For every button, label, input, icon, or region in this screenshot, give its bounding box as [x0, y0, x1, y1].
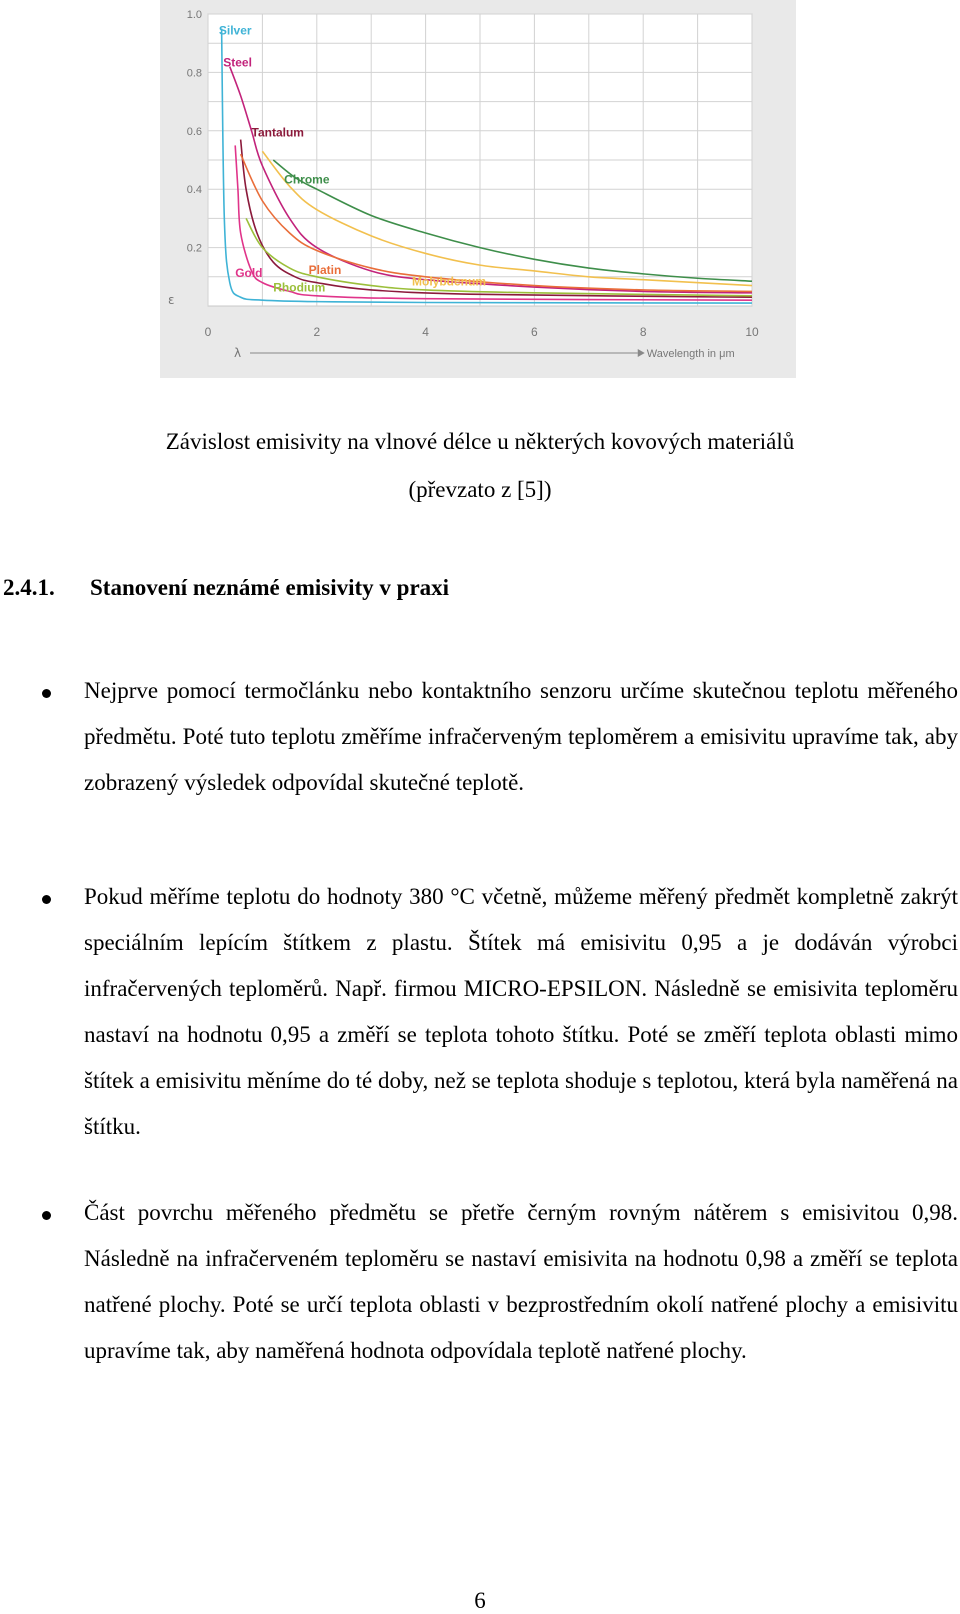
- section-number: 2.4.1.: [3, 575, 55, 600]
- x-axis-arrow-head: [638, 349, 645, 357]
- bullet-paragraph-2: Pokud měříme teplotu do hodnoty 380 °C včetně, můžeme měřený předmět kompletně zakrýt speciálním lepícím štítkem z plastu. Štítek má emisivitu 0,95 a je dodáván výrobci infračervených teploměrů. Např. firmou MICRO-EPSILON. Následně se emisivita teploměru nastaví na hodnotu 0,95 a změří se teplota tohoto štítku. Poté se změří teplota oblasti mimo štítek a emisivitu měníme do té doby, než se teplota shoduje s teplotou, která byla naměřená na štítku.: [84, 884, 958, 1139]
- x-tick-label: 6: [531, 325, 538, 339]
- x-tick-label: 10: [745, 325, 759, 339]
- y-tick-label: 0.4: [186, 184, 202, 197]
- figure-caption-line-2: (převzato z [5]): [408, 477, 552, 502]
- section-title: Stanovení neznámé emisivity v praxi: [90, 575, 450, 600]
- x-tick-label: 4: [422, 325, 429, 339]
- page-number: 6: [474, 1588, 486, 1613]
- series-label-silver: Silver: [218, 23, 252, 38]
- series-label-molybdenum: Molybdenum: [412, 274, 486, 289]
- x-axis-label: Wavelength in μm: [646, 348, 735, 360]
- series-label-platin: Platin: [308, 262, 342, 277]
- x-tick-label: 0: [204, 325, 212, 339]
- y-tick-label: 1.0: [186, 9, 202, 21]
- bullet-icon: [42, 1211, 51, 1220]
- x-tick-label: 8: [639, 325, 647, 339]
- series-label-steel: Steel: [223, 55, 252, 70]
- y-axis-label: ε: [168, 293, 175, 307]
- figure-caption-line-1: Závislost emisivity na vlnové délce u některých kovových materiálů: [165, 429, 795, 454]
- emissivity-chart: [160, 0, 796, 378]
- y-tick-label: 0.6: [186, 125, 202, 138]
- x-axis-symbol: λ: [234, 346, 242, 360]
- series-label-rhodium: Rhodium: [273, 280, 326, 295]
- chart-svg: [160, 0, 796, 378]
- bullet-paragraph-1: Nejprve pomocí termočlánku nebo kontaktního senzoru určíme skutečnou teplotu měřeného předmětu. Poté tuto teplotu změříme infračerveným teploměrem a emisivitu upravíme tak, aby zobrazený výsledek odpovídal skutečné teplotě.: [84, 678, 958, 795]
- series-label-tantalum: Tantalum: [251, 125, 304, 140]
- bullet-paragraph-3: Část povrchu měřeného předmětu se přetře černým rovným nátěrem s emisivitou 0,98. Následně na infračerveném teploměru se nastaví emisivita na hodnotu 0,98 a změří se teplota natřené plochy. Poté se určí teplota oblasti v bezprostředním okolí natřené plochy a emisivitu upravíme tak, aby naměřená hodnota odpovídala teplotě natřené plochy.: [84, 1200, 958, 1363]
- x-tick-label: 2: [313, 325, 321, 339]
- bullet-icon: [42, 689, 51, 698]
- series-label-chrome: Chrome: [284, 172, 330, 187]
- series-label-gold: Gold: [235, 265, 263, 280]
- y-tick-label: 0.8: [186, 67, 202, 80]
- y-tick-label: 0.2: [186, 242, 202, 255]
- bullet-icon: [42, 895, 51, 904]
